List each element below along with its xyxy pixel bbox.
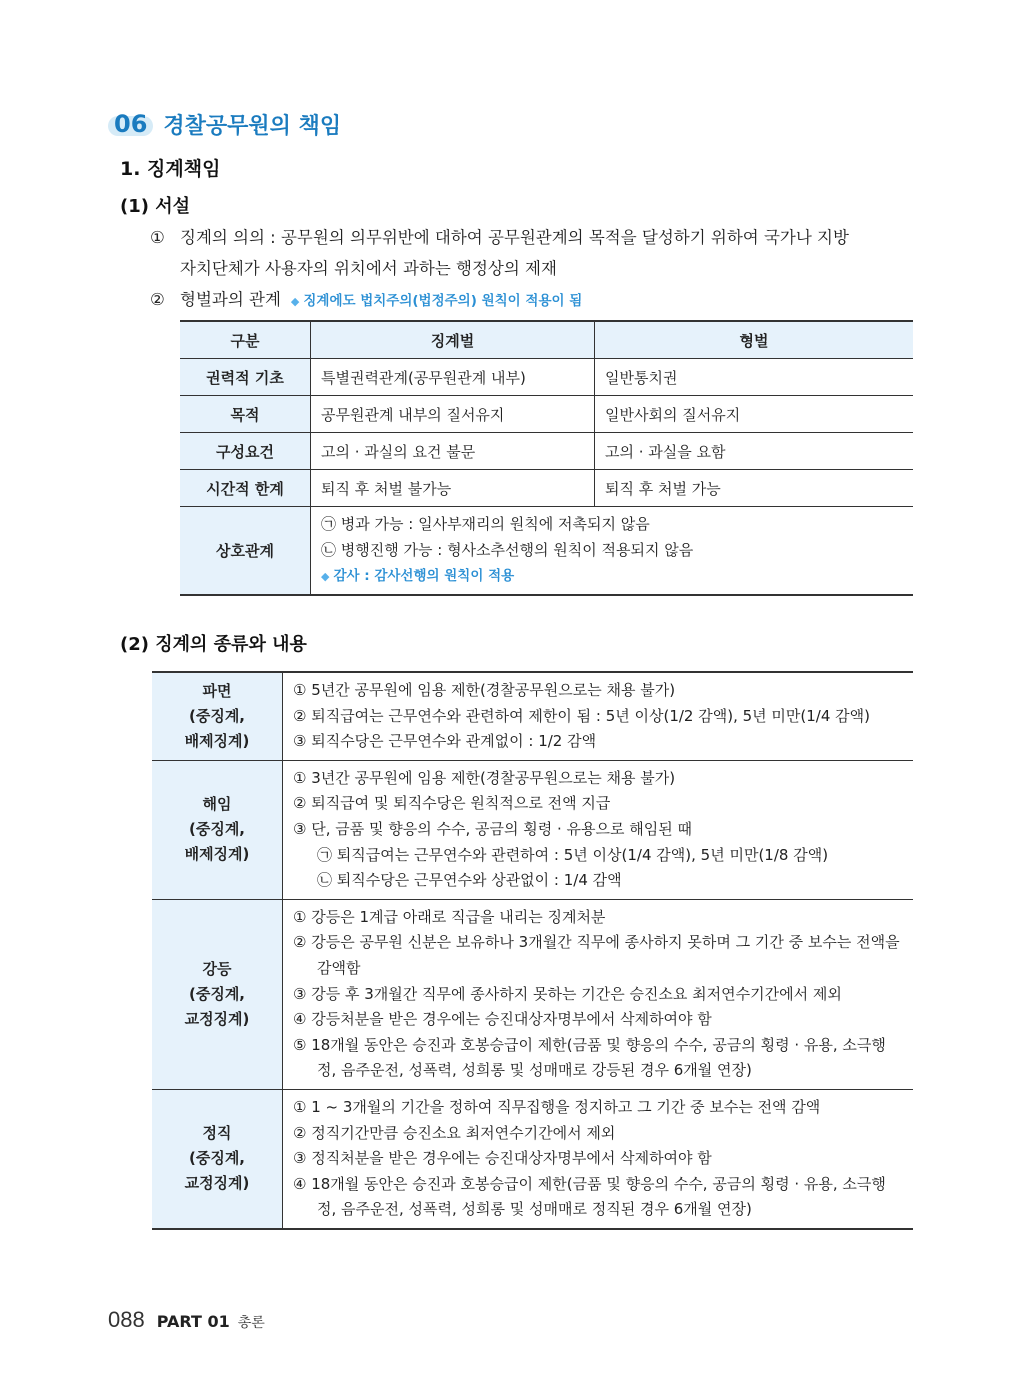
- cell: 일반사회의 질서유지: [595, 396, 914, 433]
- relation-note: 감사 : 감사선행의 원칙이 적용: [333, 568, 515, 584]
- list-item: ③ 퇴직수당은 근무연수와 관계없이 : 1/2 감액: [293, 732, 597, 751]
- subsection-title-intro: (1) 서설: [120, 196, 191, 217]
- cell: 고의 · 과실의 요건 불문: [311, 433, 595, 470]
- type-content: [283, 899, 914, 1089]
- item-number: ①: [150, 228, 165, 247]
- relation-cell: [311, 507, 914, 596]
- sub-list-item: ㉠ 퇴직급여는 근무연수와 관련하여 : 5년 이상(1/4 감액), 5년 미만(1/8 감액): [317, 845, 829, 864]
- row-label: 목적: [180, 396, 311, 433]
- cell: 일반통치권: [595, 359, 914, 396]
- row-label: 상호관계: [180, 507, 311, 596]
- type-category: (중징계,: [188, 984, 246, 1003]
- part-title: 총론: [237, 1315, 265, 1331]
- table-row: [152, 899, 913, 1089]
- list-item: ③ 단, 금품 및 향응의 수수, 공금의 횡령 · 유용으로 해임된 때: [293, 819, 692, 838]
- list-item: ① 1 ~ 3개월의 기간을 정하여 직무집행을 정지하고 그 기간 중 보수는 전액 감액: [293, 1097, 821, 1116]
- type-category: (중징계,: [188, 706, 246, 725]
- type-name: 파면: [202, 681, 232, 700]
- type-subcategory: 배제징계): [184, 845, 250, 864]
- type-content: [283, 672, 914, 760]
- section-title: 1. 징계책임: [120, 158, 221, 180]
- row-label: 시간적 한계: [180, 470, 311, 507]
- type-subcategory: 배제징계): [184, 731, 250, 750]
- list-item: ④ 강등처분을 받은 경우에는 승진대상자명부에서 삭제하여야 함: [293, 1010, 712, 1029]
- list-item: ② 퇴직급여 및 퇴직수당은 원칙적으로 전액 지급: [293, 794, 611, 813]
- part-label: PART 01: [156, 1312, 230, 1331]
- diamond-icon: ◆: [290, 295, 300, 308]
- relation-line-1: ㉠ 병과 가능 : 일사부재리의 원칙에 저촉되지 않음: [321, 515, 650, 533]
- chapter-title: 경찰공무원의 책임: [163, 113, 342, 139]
- type-category: (중징계,: [188, 820, 246, 839]
- definition-line-1: 징계의 의의 : 공무원의 의무위반에 대하여 공무원관계의 목적을 달성하기 위하여 국가나 지방: [180, 228, 849, 247]
- cell: 공무원관계 내부의 질서유지: [311, 396, 595, 433]
- list-item: ② 정직기간만큼 승진소요 최저연수기간에서 제외: [293, 1123, 616, 1142]
- page-number: 088: [108, 1307, 145, 1332]
- list-item: ② 퇴직급여는 근무연수와 관련하여 제한이 됨 : 5년 이상(1/2 감액), 5년 미만(1/4 감액): [293, 706, 870, 725]
- definition-line-2: 자치단체가 사용자의 위치에서 과하는 행정상의 제재: [180, 259, 557, 278]
- list-item: ③ 강등 후 3개월간 직무에 종사하지 못하는 기간은 승진소요 최저연수기간에서 제외: [293, 984, 842, 1003]
- cell: 고의 · 과실을 요함: [595, 433, 914, 470]
- column-header: 형벌: [595, 321, 914, 359]
- list-item: ① 5년간 공무원에 임용 제한(경찰공무원으로는 채용 불가): [293, 681, 676, 699]
- table-row: [180, 433, 913, 470]
- table-row: [152, 760, 913, 899]
- chapter-number: 06: [108, 110, 153, 138]
- subsection-title-types: (2) 징계의 종류와 내용: [120, 634, 307, 655]
- cell: 퇴직 후 처벌 불가능: [311, 470, 595, 507]
- row-label: [152, 672, 283, 760]
- discipline-types-table: [152, 671, 913, 1230]
- row-label: [152, 760, 283, 899]
- table-row: [152, 1089, 913, 1228]
- table-row: [180, 470, 913, 507]
- table-header-row: [180, 321, 913, 359]
- row-label: [152, 899, 283, 1089]
- column-header: 구분: [180, 321, 311, 359]
- type-name: 정직: [202, 1124, 232, 1143]
- table-row: [152, 672, 913, 760]
- relation-text: 형벌과의 관계: [180, 290, 281, 309]
- list-item: ① 3년간 공무원에 임용 제한(경찰공무원으로는 채용 불가): [293, 768, 676, 787]
- cell: 퇴직 후 처벌 가능: [595, 470, 914, 507]
- cell: 특별권력관계(공무원관계 내부): [311, 359, 595, 396]
- type-subcategory: 교정징계): [184, 1009, 250, 1028]
- relation-note: 징계에도 법치주의(법정주의) 원칙이 적용이 됨: [303, 293, 583, 309]
- type-subcategory: 교정징계): [184, 1174, 250, 1193]
- table-row: [180, 507, 913, 596]
- diamond-icon: ◆: [321, 570, 330, 583]
- list-item: ④ 18개월 동안은 승진과 호봉승급이 제한(금품 및 향응의 수수, 공금의 횡령 · 유용, 소극행정, 음주운전, 성폭력, 성희롱 및 성매매로 정직된 경우 6개월 연장): [293, 1174, 886, 1219]
- list-item: ⑤ 18개월 동안은 승진과 호봉승급이 제한(금품 및 향응의 수수, 공금의 횡령 · 유용, 소극행정, 음주운전, 성폭력, 성희롱 및 성매매로 강등된 경우 6개월 연장): [293, 1035, 886, 1080]
- table-row: [180, 359, 913, 396]
- chapter-heading: [108, 104, 341, 144]
- row-label: 구성요건: [180, 433, 311, 470]
- type-category: (중징계,: [188, 1149, 246, 1168]
- row-label: 권력적 기초: [180, 359, 311, 396]
- list-item: ③ 정직처분을 받은 경우에는 승진대상자명부에서 삭제하여야 함: [293, 1149, 712, 1168]
- column-header: 징계벌: [311, 321, 595, 359]
- type-content: [283, 1089, 914, 1228]
- type-name: 강등: [202, 959, 232, 978]
- table-row: [180, 396, 913, 433]
- type-name: 해임: [202, 795, 232, 814]
- page-footer: [108, 1307, 265, 1333]
- list-item: ① 강등은 1계급 아래로 직급을 내리는 징계처분: [293, 907, 606, 926]
- comparison-table: [180, 320, 913, 596]
- relation-line-2: ㉡ 병행진행 가능 : 형사소추선행의 원칙이 적용되지 않음: [321, 541, 694, 559]
- item-number: ②: [150, 290, 165, 309]
- definition-paragraph: [150, 222, 920, 284]
- type-content: [283, 760, 914, 899]
- relation-paragraph: [150, 284, 920, 317]
- sub-list-item: ㉡ 퇴직수당은 근무연수와 상관없이 : 1/4 감액: [317, 871, 622, 890]
- list-item: ② 강등은 공무원 신분은 보유하나 3개월간 직무에 종사하지 못하며 그 기간 중 보수는 전액을 감액함: [293, 933, 900, 977]
- row-label: [152, 1089, 283, 1228]
